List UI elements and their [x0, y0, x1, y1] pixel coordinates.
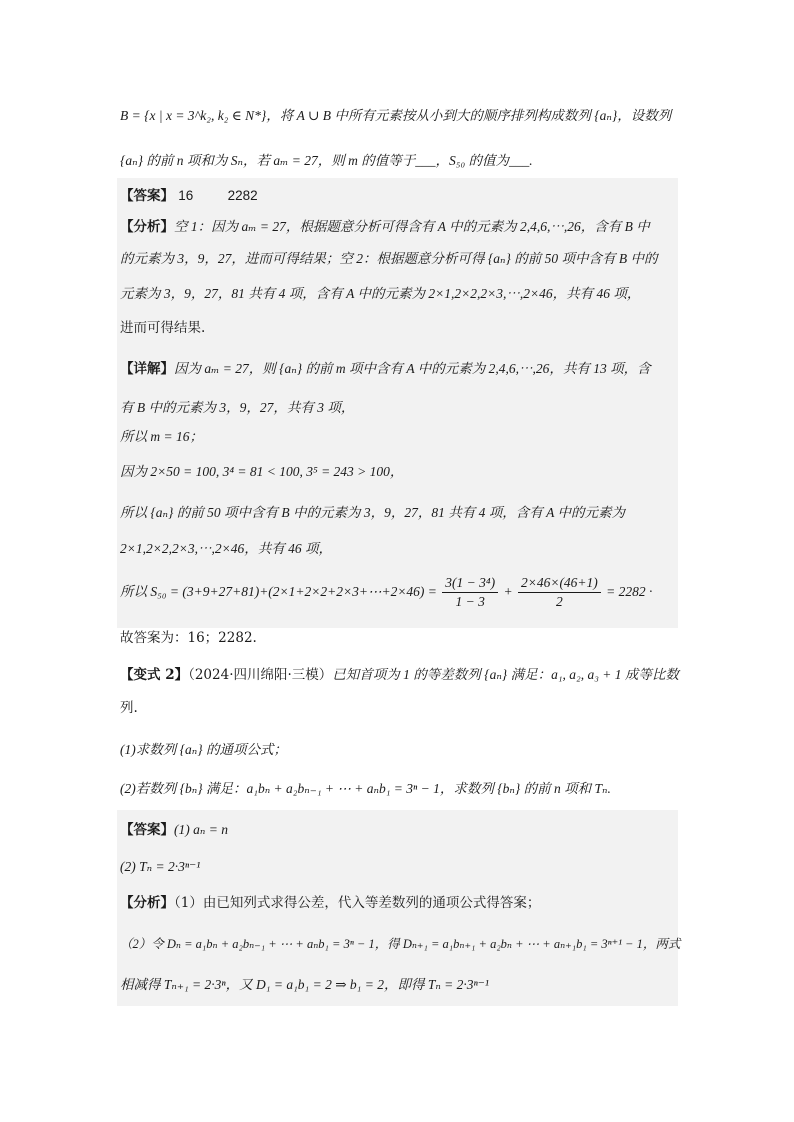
detail-1-line-1: 【详解】因为 aₘ = 27，则 {aₙ} 的前 m 项中含有 A 中的元素为 2,4,6,⋯,26，共有 13 项，含 [120, 361, 651, 377]
analysis-1-line-2: 的元素为 3，9，27，进而可得结果；空 2：根据题意分析可得 {aₙ} 的前 50 项中含有 B 中的 [120, 251, 658, 266]
analysis-2-line-3: 相减得 Tₙ₊₁ = 2·3ⁿ，又 D₁ = a₁b₁ = 2 ⇒ b₁ = 2，即得 Tₙ = 2·3ⁿ⁻¹ [120, 977, 489, 992]
detail-1-line-3: 所以 m = 16； [120, 429, 203, 444]
detail-1-line-6: 2×1,2×2,2×3,⋯,2×46，共有 46 项， [120, 541, 332, 556]
answer-2-line-2: (2) Tₙ = 2·3ⁿ⁻¹ [120, 859, 201, 874]
fraction-arithmetic: $\frac{2\times 46\times(46+1)}{2}$ [518, 574, 601, 611]
detail-1-line-5: 所以 {aₙ} 的前 50 项中含有 B 中的元素为 3，9，27，81 共有 4 项，含有 A 中的元素为 [120, 505, 626, 520]
analysis-1-line-3: 元素为 3，9，27，81 共有 4 项，含有 A 中的元素为 2×1,2×2,2×3,⋯,2×46，共有 46 项， [120, 286, 641, 301]
answer-2-line-1: 【答案】(1) aₙ = n [120, 822, 228, 838]
analysis-2-line-2: （2）令 Dₙ = a₁bₙ + a₂bₙ₋₁ + ⋯ + aₙb₁ = 3ⁿ − 1，得 Dₙ₊₁ = a₁bₙ₊₁ + a₂bₙ + ⋯ + aₙ₊₁b₁ = 3ⁿ⁺¹ − 1，两式 [120, 937, 681, 951]
variant-2-line-1: 【变式 2】（2024·四川绵阳·三模）已知首项为 1 的等差数列 {aₙ} 满足：a₁, a₂, a₃ + 1 成等比数 [120, 667, 679, 683]
analysis-1-line-1: 【分析】空 1：因为 aₘ = 27，根据题意分析可得含有 A 中的元素为 2,4,6,⋯,26，含有 B 中 [120, 219, 650, 235]
analysis-2-line-1: 【分析】（1）由已知列式求得公差，代入等差数列的通项公式得答案； [120, 895, 541, 911]
analysis-1-line-4: 进而可得结果. [120, 320, 206, 336]
answer-1 [120, 186, 680, 206]
answer-2-label: 【答案】 [120, 822, 174, 838]
problem-line-1: B = {x | x = 3^k₂, k₂ ∈ N*}，将 A ∪ B 中所有元素按从小到大的顺序排列构成数列 {aₙ}，设数列 [120, 108, 672, 123]
detail-1-line-8: 故答案为：16；2282. [120, 630, 257, 646]
problem-line-2: {aₙ} 的前 n 项和为 Sₙ，若 aₘ = 27，则 m 的值等于___，S₅₀ 的值为___. [120, 153, 533, 168]
answer-value-1: 16 [178, 188, 194, 203]
variant-2-line-2: 列. [120, 700, 138, 716]
detail-1-sum-equation: 所以 S₅₀ = (3+9+27+81)+(2×1+2×2+2×3+⋯+2×46) = $\frac{\text{3(1 − 3⁴)}}{1 - 3}$ + $\frac{2\times 46\times(46+1)}{2}$ = 2282 · [120, 575, 653, 610]
variant-source: （2024·四川绵阳·三模） [188, 667, 333, 683]
analysis-label: 【分析】 [120, 219, 174, 235]
analysis-2-label: 【分析】 [120, 895, 174, 911]
variant-label: 【变式 2】 [120, 667, 189, 683]
detail-label: 【详解】 [120, 361, 174, 377]
variant-2-question-1: (1)求数列 {aₙ} 的通项公式； [120, 742, 288, 757]
variant-2-question-2: (2)若数列 {bₙ} 满足：a₁bₙ + a₂bₙ₋₁ + ⋯ + aₙb₁ = 3ⁿ − 1，求数列 {bₙ} 的前 n 项和 Tₙ. [120, 781, 611, 796]
answer-value-2: 2282 [227, 188, 258, 203]
answer-label: 【答案】 [120, 188, 174, 204]
detail-1-line-2: 有 B 中的元素为 3，9，27，共有 3 项， [120, 400, 355, 415]
fraction-geometric: $\frac{\text{3(1 − 3⁴)}}{1 - 3}$ [442, 574, 498, 611]
detail-1-line-4: 因为 2×50 = 100, 3⁴ = 81 < 100, 3⁵ = 243 > 100， [120, 464, 404, 479]
